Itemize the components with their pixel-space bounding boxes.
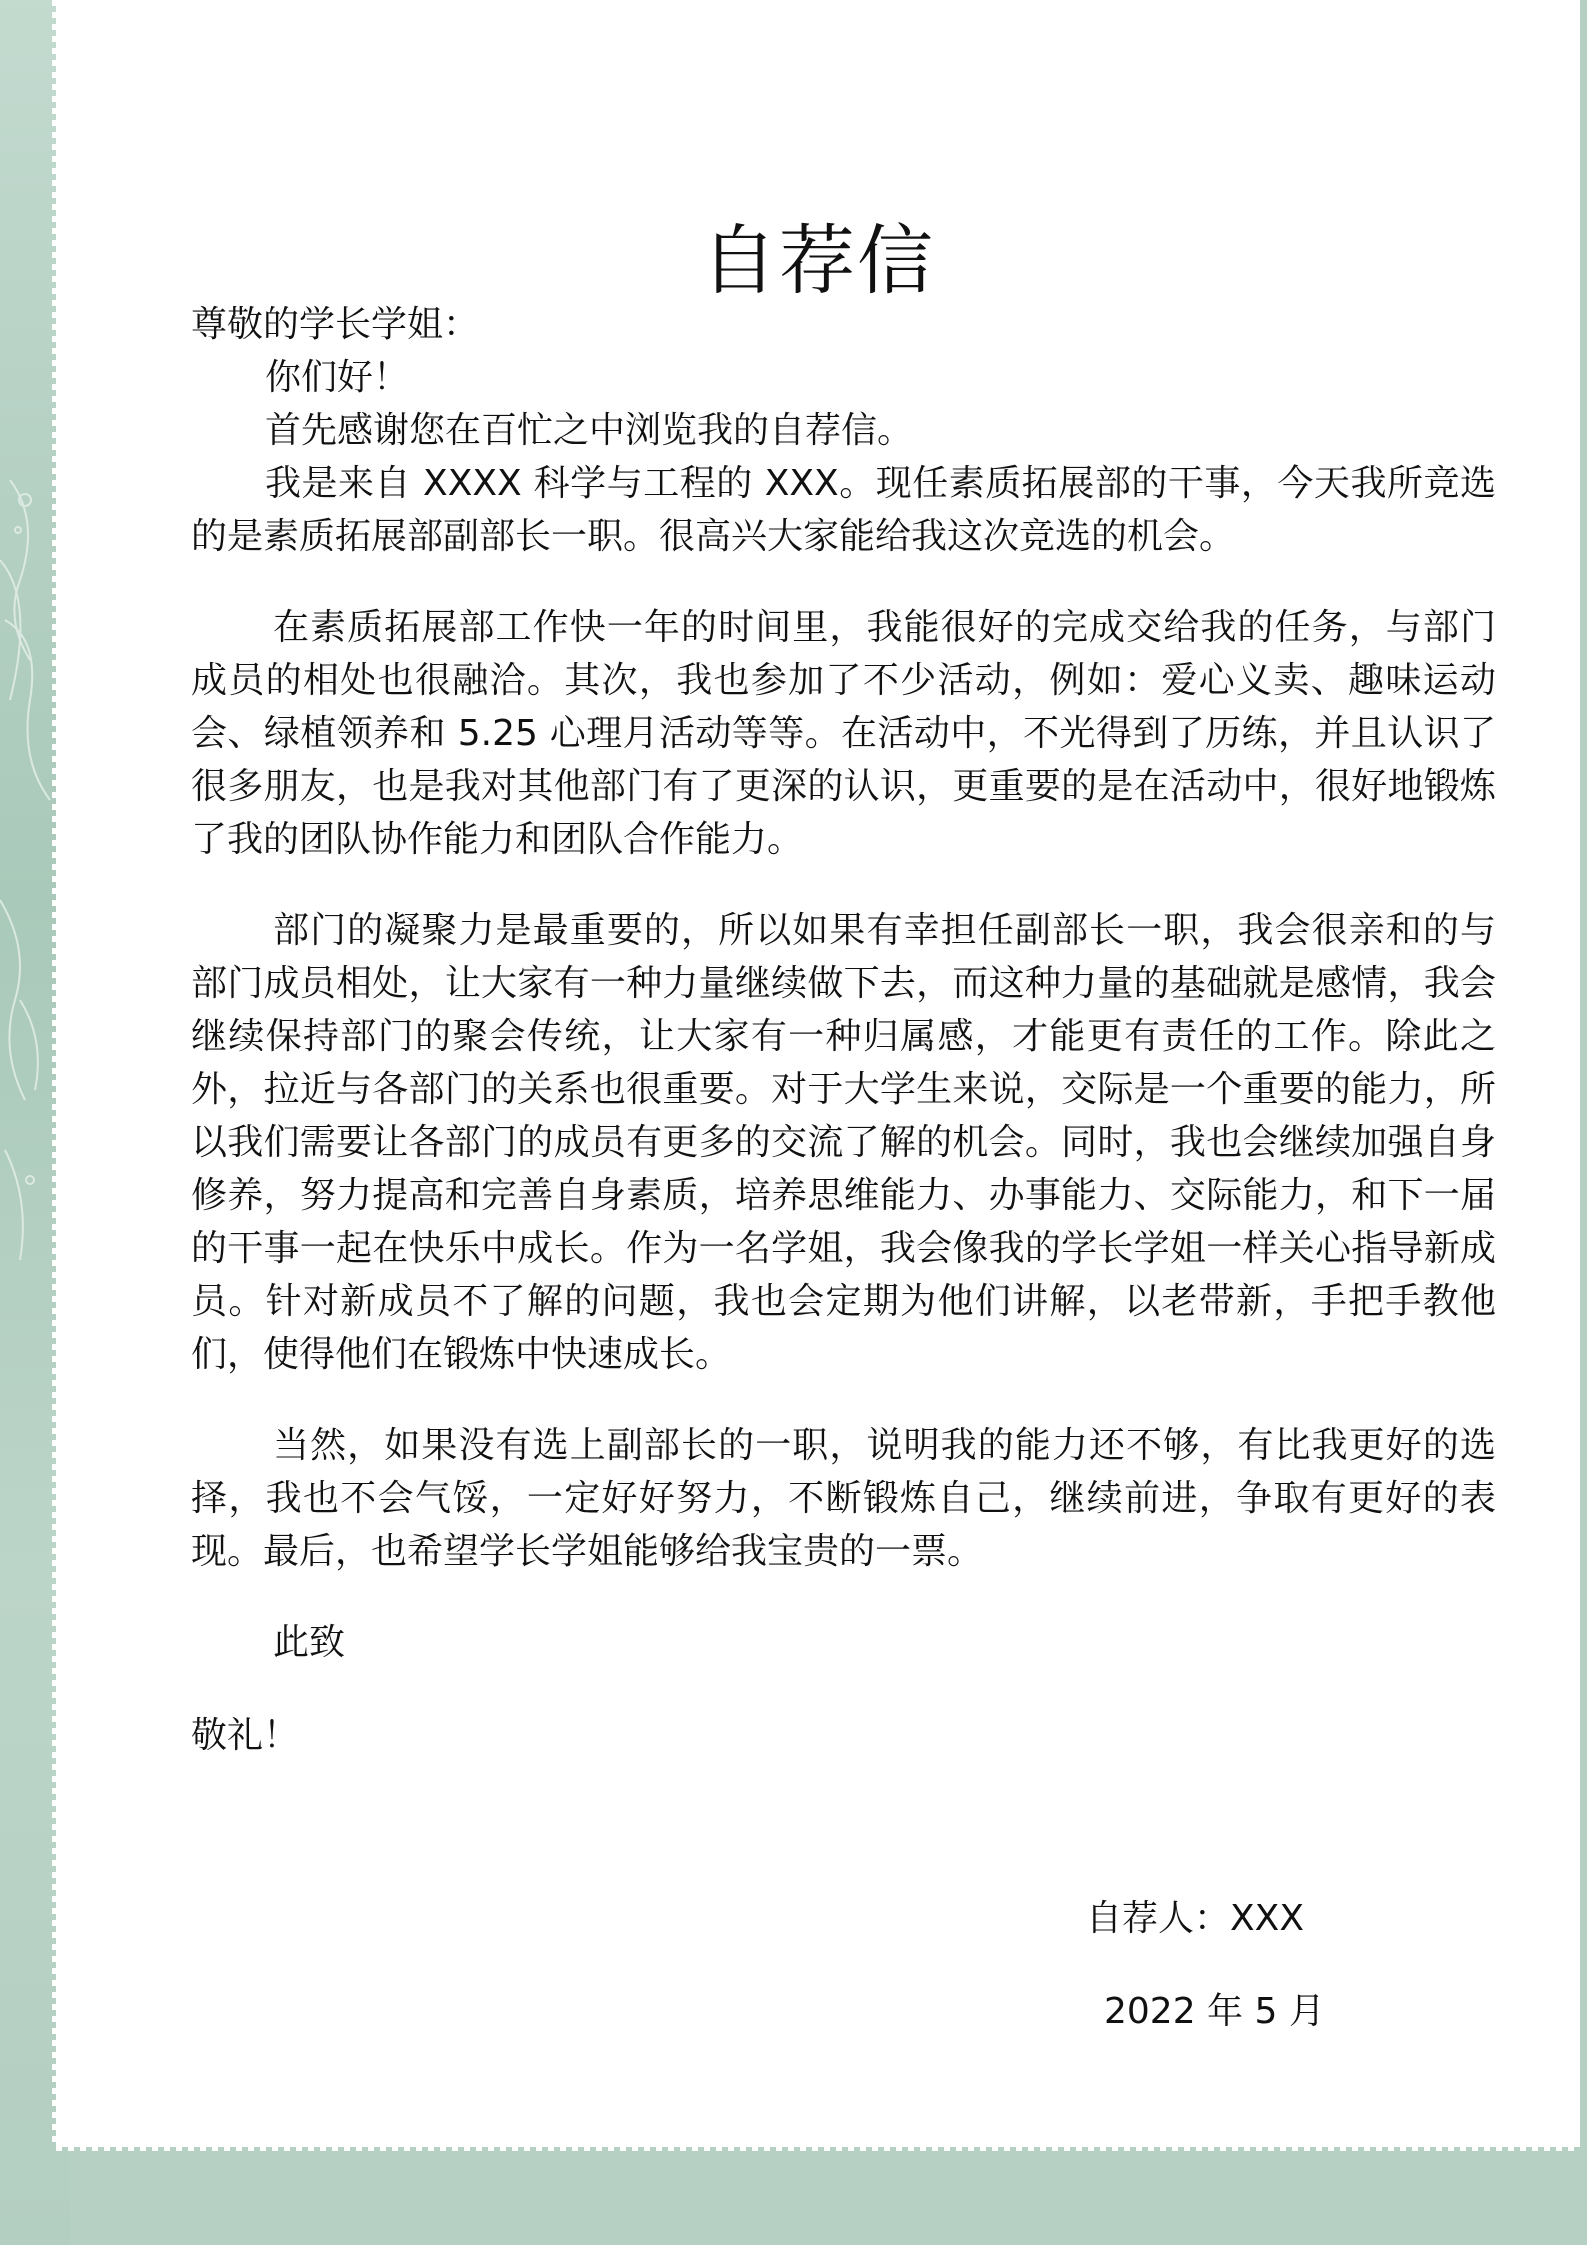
intro-paragraph: 我是来自 XXXX 科学与工程的 XXX。现任素质拓展部的干事，今天我所竞选的是素质拓展部副部长一职。很高兴大家能给我这次竞选的机会。 [191,463,1496,557]
salutation: 尊敬的学长学姐： [191,304,480,345]
signer: 自荐人：XXX [1086,1898,1304,1939]
greeting: 你们好！ [265,357,410,398]
conclusion-paragraph: 当然，如果没有选上副部长的一职，说明我的能力还不够，有比我更好的选择，我也不会气馁，一定好好努力，不断锻炼自己，继续前进，争取有更好的表现。最后，也希望学长学姐能够给我宝贵的一票。 [191,1425,1496,1572]
closing-line: 此致 [273,1622,346,1663]
letter-paper [56,0,1580,2147]
experience-paragraph: 在素质拓展部工作快一年的时间里，我能很好的完成交给我的任务，与部门成员的相处也很融洽。其次，我也参加了不少活动，例如：爱心义卖、趣味运动会、绿植领养和 5.25 心理月活动等等。在活动中，不光得到了历练，并且认识了很多朋友，也是我对其他部门有了更深的认识，更重要的是在活动中，很好地锻炼了我的团队协作能力和团队合作能力。 [191,607,1496,860]
letter-body [191,298,1496,1762]
date: 2022 年 5 月 [1104,1991,1325,2032]
plan-paragraph: 部门的凝聚力是最重要的，所以如果有幸担任副部长一职，我会很亲和的与部门成员相处，让大家有一种力量继续做下去，而这种力量的基础就是感情，我会继续保持部门的聚会传统，让大家有一种归属感，才能更有责任的工作。除此之外，拉近与各部门的关系也很重要。对于大学生来说，交际是一个重要的能力，所以我们需要让各部门的成员有更多的交流了解的机会。同时，我也会继续加强自身修养，努力提高和完善自身素质，培养思维能力、办事能力、交际能力，和下一届的干事一起在快乐中成长。作为一名学姐，我会像我的学长学姐一样关心指导新成员。针对新成员不了解的问题，我也会定期为他们讲解，以老带新，手把手教他们，使得他们在锻炼中快速成长。 [191,910,1496,1375]
page-title: 自荐信 [701,216,935,305]
thanks-line: 首先感谢您在百忙之中浏览我的自荐信。 [265,410,914,451]
regards-line: 敬礼！ [191,1715,300,1756]
